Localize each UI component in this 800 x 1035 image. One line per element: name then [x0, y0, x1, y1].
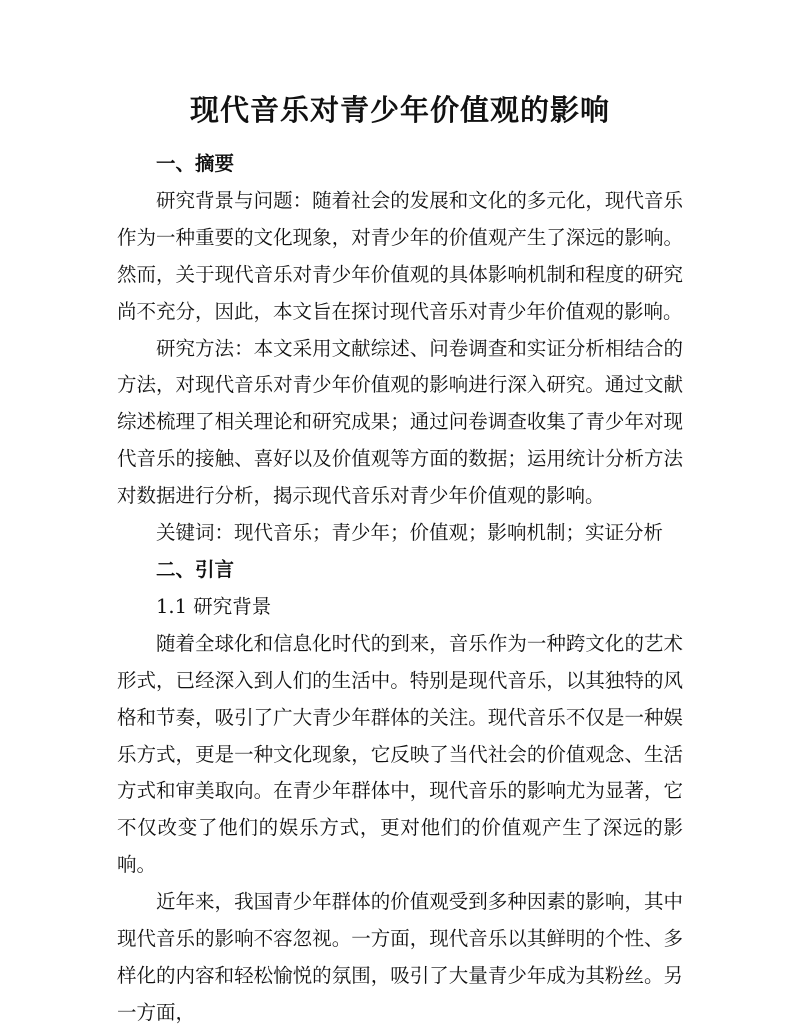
document-body [117, 146, 683, 1032]
introduction-heading: 二、引言 [156, 557, 235, 581]
keywords-line: 关键词：现代音乐；青少年；价值观；影响机制；实证分析 [156, 521, 664, 545]
document-title: 现代音乐对青少年价值观的影响 [189, 93, 610, 127]
section-1-1-heading: 1.1 研究背景 [156, 594, 272, 618]
abstract-background-paragraph: 研究背景与问题：随着社会的发展和文化的多元化，现代音乐作为一种重要的文化现象，对青少年的价值观产生了深远的影响。然而，关于现代音乐对青少年价值观的具体影响机制和程度的研究尚不充分，因此，本文旨在探讨现代音乐对青少年价值观的影响。 [117, 188, 683, 323]
introduction-paragraph-1: 随着全球化和信息化时代的到来，音乐作为一种跨文化的艺术形式，已经深入到人们的生活中。特别是现代音乐，以其独特的风格和节奏，吸引了广大青少年群体的关注。现代音乐不仅是一种娱乐方式，更是一种文化现象，它反映了当代社会的价值观念、生活方式和审美取向。在青少年群体中，现代音乐的影响尤为显著，它不仅改变了他们的娱乐方式，更对他们的价值观产生了深远的影响。 [117, 631, 683, 877]
abstract-method-paragraph: 研究方法：本文采用文献综述、问卷调查和实证分析相结合的方法，对现代音乐对青少年价值观的影响进行深入研究。通过文献综述梳理了相关理论和研究成果；通过问卷调查收集了青少年对现代音乐的接触、喜好以及价值观等方面的数据；运用统计分析方法对数据进行分析，揭示现代音乐对青少年价值观的影响。 [117, 336, 683, 508]
abstract-heading: 一、摘要 [156, 152, 235, 175]
introduction-paragraph-2: 近年来，我国青少年群体的价值观受到多种因素的影响，其中现代音乐的影响不容忽视。一方面，现代音乐以其鲜明的个性、多样化的内容和轻松愉悦的氛围，吸引了大量青少年成为其粉丝。另一方面， [117, 890, 683, 1024]
